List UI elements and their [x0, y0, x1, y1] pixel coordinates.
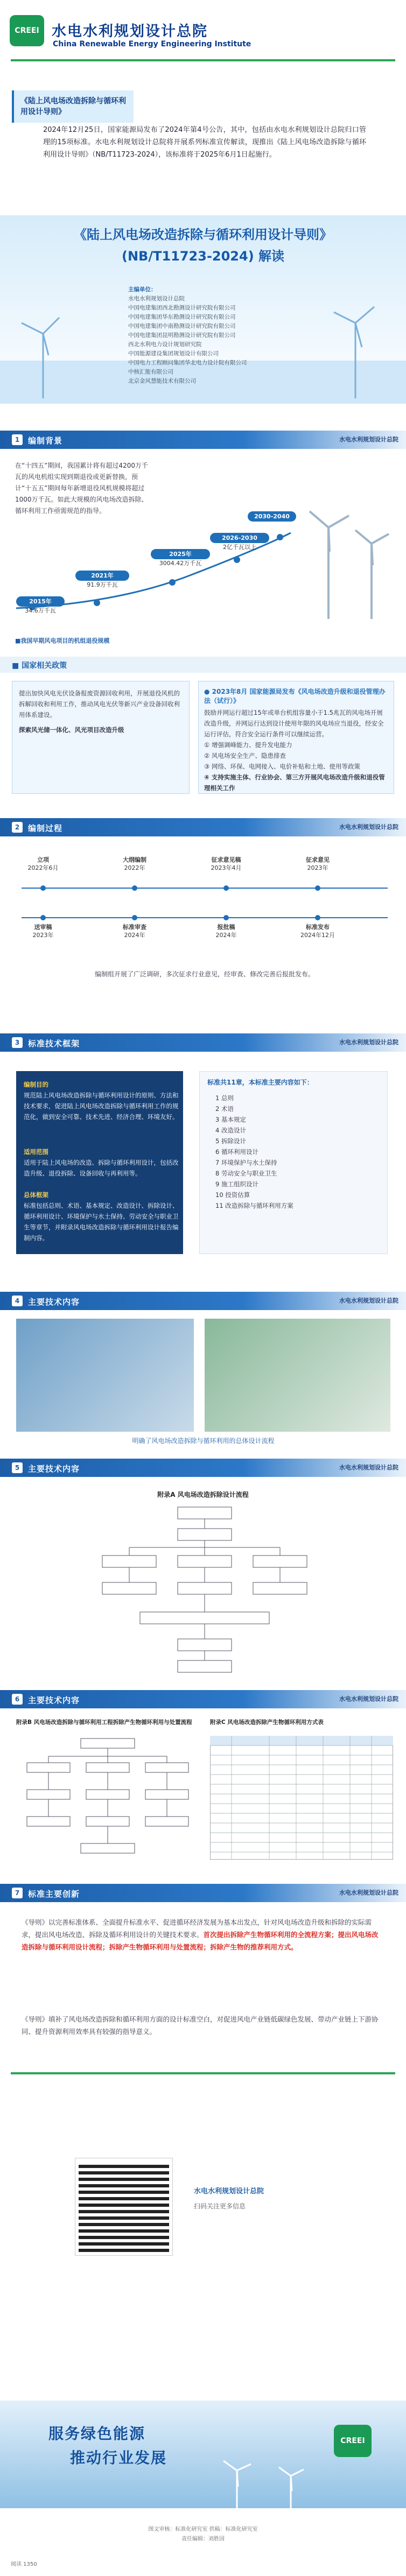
step-date: 2023年4月: [211, 864, 242, 871]
section-logo: 水电水利规划设计总院: [339, 1297, 398, 1304]
purpose-title: 编制目的: [24, 1081, 48, 1088]
policy-left-text: 提出加快风电光伏设备报废资源回收利用，开展退役风机的拆解回收和利用工作，推动风电光伏等新兴产业设备回收利用体系建设。: [19, 689, 180, 719]
timeline-year: 2030-2040: [248, 511, 296, 522]
intro-paragraph: 2024年12月25日，国家能源局发布了2024年第4号公告，其中，包括由水电水利规划设计总院归口管理的15项标准。水电水利规划设计总院将开展系列标准宣传解读，现推出《陆上风电场改造拆除与循环利用设计导则》（NB/T11723-2024），该标准将于2025年6月1日起施行。: [43, 126, 366, 159]
policy-left-box: [12, 681, 190, 794]
section-logo: 水电水利规划设计总院: [339, 1039, 398, 1046]
chapter-item: 1 总则: [215, 1094, 234, 1102]
section-3-number: 3: [12, 1037, 23, 1048]
section-4-number: 4: [12, 1296, 23, 1306]
section-5-title: 主要技术内容: [28, 1464, 80, 1474]
innovation-divider: [11, 2072, 395, 2074]
footer-turbines: [205, 2454, 323, 2508]
slogan-line-1: 服务绿色能源: [48, 2425, 146, 2443]
policy-left-highlight: 探索风光储一体化、风光项目改造升级: [19, 726, 124, 734]
step-name: 标准发布: [306, 924, 330, 931]
chapter-item: 3 基本规定: [215, 1116, 246, 1123]
qr-org-name: 水电水利规划设计总院: [194, 2187, 264, 2195]
appendix-c-title: 附录C 风电场改造拆除产生物循环利用方式表: [210, 1719, 324, 1726]
chapter-item: 9 施工组织设计: [215, 1180, 258, 1188]
read-count: 阅读 1350: [11, 2561, 37, 2567]
chapter-item: 7 环境保护与水土保持: [215, 1159, 277, 1166]
section-6-title: 主要技术内容: [28, 1695, 80, 1705]
appendix-a-title: 附录A 风电场改造拆除设计流程: [157, 1491, 249, 1498]
orgs-label: 主编单位：: [128, 286, 157, 293]
policy-item: ④ 支持实施主体、行业协会、第三方开展风电场改造升级和退役管理相关工作: [204, 773, 385, 792]
section-logo: 水电水利规划设计总院: [339, 1464, 398, 1471]
org-logo: CREEI: [10, 15, 44, 46]
org-item: 中国电建集团中南勘测设计研究院有限公司: [128, 323, 236, 329]
disposal-flowchart: [16, 1736, 199, 1860]
process-description: 编制组开展了广泛调研，多次征求行业意见，经审查、修改完善后报批发布。: [94, 970, 314, 978]
cover-title: 《陆上风电场改造拆除与循环利用设计导则》: [74, 227, 332, 242]
chapter-item: 4 改造设计: [215, 1127, 246, 1134]
background-text: 在“十四五”期间，我国累计将有超过4200万千瓦的风电机组实现到期退役或更新替换，预计“十五五”期间每年新增退役风机规模将超过1000万千瓦。如此大规模的风电场改造拆除、循环利用工作亟需规范的指导。: [15, 462, 148, 515]
step-date: 2024年12月: [300, 932, 335, 939]
policy-item: ① 增强调峰能力、提升发电能力: [204, 741, 292, 749]
policy-title: ■ 国家相关政策: [12, 661, 67, 670]
timeline-year: 2015年: [16, 596, 65, 607]
header-divider: [11, 59, 395, 61]
timeline-value: 3004.42万千瓦: [159, 560, 202, 567]
section-4-title: 主要技术内容: [28, 1297, 80, 1307]
edit-credit: 图文审核：标准化研究室 供稿：标准化研究室: [148, 2526, 258, 2532]
section-7-title: 标准主要创新: [28, 1889, 80, 1899]
process-step: [205, 923, 248, 939]
policy-right-text: 鼓励并网运行超过15年或单台机组容量小于1.5兆瓦的风电场开展改造升级，并网运行达到设计使用年限的风电场应当退役，经安全运行评估，符合安全运行条件可以继续运营。: [204, 709, 384, 738]
editor-credit: 责任编辑：刘胜国: [181, 2536, 225, 2542]
qr-hint: 扫码关注更多信息: [194, 2202, 246, 2210]
org-item: 水电水利规划设计总院: [128, 295, 185, 302]
innovation-paragraph-2: 《导则》填补了风电场改造拆除和循环利用方面的设计标准空白，对促进风电产业链低碳绿色发展、带动产业链上下游协同、提升资源利用效率具有较强的指导意义。: [22, 2015, 379, 2036]
slogan-line-2: 推动行业发展: [70, 2449, 167, 2467]
step-date: 2022年6月: [27, 864, 59, 871]
timeline-2026: [210, 533, 269, 551]
org-item: 中国电建集团华东勘测设计研究院有限公司: [128, 314, 236, 320]
chapter-item: 5 拆除设计: [215, 1137, 246, 1145]
step-name: 征求意见: [306, 856, 330, 863]
step-name: 报批稿: [217, 924, 235, 931]
article-tag-title: 《陆上风电场改造拆除与循环利用设计导则》: [12, 90, 134, 123]
timeline-2025: [151, 549, 210, 567]
wind-farm-photo: [16, 1319, 194, 1432]
process-step: [296, 856, 339, 872]
chapter-list-title: 标准共11章，本标准主要内容如下：: [207, 1079, 313, 1086]
innovation-highlight: 首次提出拆除产生物循环利用的全流程方案；提出风电场改造拆除与循环利用设计流程；拆除产生物循环利用与处置流程；拆除产生物的推荐利用方式。: [22, 1931, 379, 1951]
footer-logo: CREEI: [334, 2425, 372, 2457]
section-logo: 水电水利规划设计总院: [339, 1889, 398, 1896]
section-logo: 水电水利规划设计总院: [339, 824, 398, 830]
section-7-number: 7: [12, 1888, 23, 1898]
org-item: 中核汇能有限公司: [128, 369, 173, 375]
step-name: 送审稿: [34, 924, 52, 931]
step-date: 2023年: [32, 932, 54, 939]
step-name: 征求意见稿: [211, 856, 241, 863]
process-flow-lines: [11, 872, 395, 931]
step-date: 2022年: [124, 864, 145, 871]
design-flowchart: [70, 1504, 339, 1677]
chapter-item: 8 劳动安全与职业卫生: [215, 1170, 277, 1177]
purpose-text: 规范陆上风电场改造拆除与循环利用设计的原则、方法和技术要求，促进陆上风电场改造拆除与循环利用工作的规范化，做到安全可靠、技术先进、经济合理、环境友好。: [24, 1092, 179, 1121]
org-item: 中国能源建设集团规划设计有限公司: [128, 350, 219, 357]
process-step: [22, 856, 65, 872]
wind-turbines-illustration: [302, 484, 398, 624]
timeline-year: 2021年: [75, 571, 129, 581]
qr-code[interactable]: [75, 2158, 172, 2255]
process-step: [296, 923, 339, 939]
timeline-value: 34.6万千瓦: [25, 607, 56, 614]
section-logo: 水电水利规划设计总院: [339, 1695, 398, 1702]
timeline-2021: [75, 571, 129, 589]
section-2-title: 编制过程: [28, 824, 63, 833]
org-item: 中国电力工程顾问集团华北电力设计院有限公司: [128, 360, 247, 366]
timeline-year: 2025年: [151, 549, 210, 559]
policy-right-heading: ● 2023年8月 国家能源局发布《风电场改造升级和退役管理办法（试行）》: [204, 688, 386, 705]
org-item: 西北水利电力设计规划研究院: [128, 341, 202, 348]
step-date: 2023年: [307, 864, 328, 871]
chapter-list: [215, 1093, 377, 1211]
overview-block: [24, 1190, 180, 1243]
timeline-value: 2亿千瓦以上: [223, 544, 256, 551]
scope-title: 适用范围: [24, 1148, 48, 1156]
step-date: 2024年: [124, 932, 145, 939]
timeline-value: 91.9万千瓦: [87, 581, 118, 588]
appendix-b-title: 附录B 风电场改造拆除与循环利用工程拆除产生物循环利用与处置流程: [16, 1719, 192, 1726]
chapter-item: 11 改造拆除与循环利用方案: [215, 1202, 293, 1209]
org-item: 中国电建集团西北勘测设计研究院有限公司: [128, 305, 236, 311]
timeline-year: 2026-2030: [210, 533, 269, 543]
section-3-title: 标准技术框架: [28, 1039, 80, 1048]
innovation-text-1: 《导则》以完善标准体系、全面提升标准水平、促进循环经济发展为基本出发点，针对风电场改造升级和拆除的实际需求，提出风电场改造、拆除及循环利用设计的关键技术要求。: [22, 1918, 372, 1939]
chapter-item: 2 术语: [215, 1105, 234, 1113]
org-name-cn: 水电水利规划设计总院: [52, 23, 208, 40]
innovation-paragraph-1: [22, 1916, 384, 1953]
policy-right-box: [198, 681, 394, 794]
chapter-item: 10 投资估算: [215, 1191, 250, 1199]
recycling-table: [210, 1736, 393, 1860]
policy-item: ② 风电场安全生产、隐患排查: [204, 752, 286, 759]
org-item: 北京金风慧能技术有限公司: [128, 378, 196, 384]
section-2-number: 2: [12, 822, 23, 833]
policy-item: ③ 网络、环保、电网接入、电价补贴和土地、使用等政策: [204, 763, 360, 770]
section-1-title: 编制背景: [28, 436, 63, 446]
section-6-number: 6: [12, 1694, 23, 1705]
timeline-2015: [16, 596, 65, 615]
org-item: 中国电建集团昆明勘测设计研究院有限公司: [128, 332, 236, 339]
overview-title: 总体框架: [24, 1191, 48, 1199]
section-logo: 水电水利规划设计总院: [339, 436, 398, 443]
timeline-note: ■我国早期风电项目的机组退役规模: [15, 637, 110, 644]
process-step: [113, 856, 156, 872]
timeline-2030: [248, 511, 296, 522]
org-name-en: China Renewable Energy Engineering Institute: [53, 40, 251, 48]
step-date: 2024年: [215, 932, 237, 939]
process-step: [113, 923, 156, 939]
chapter-item: 6 循环利用设计: [215, 1148, 258, 1156]
editor-org-list: [128, 285, 300, 386]
process-step: [205, 856, 248, 872]
cover-code: (NB/T11723-2024) 解读: [121, 249, 285, 264]
step-name: 标准审查: [123, 924, 146, 931]
turbine-removal-photo: [205, 1319, 390, 1432]
purpose-block: [24, 1079, 180, 1122]
overview-text: 标准包括总则、术语、基本规定、改造设计、拆除设计、循环利用设计、环境保护与水土保持、劳动安全与职业卫生等章节，并附录风电场改造拆除与循环利用设计报告编制内容。: [24, 1202, 179, 1242]
step-name: 大纲编制: [123, 856, 146, 863]
section-4-caption: 明确了风电场改造拆除与循环利用的总体设计流程: [132, 1437, 275, 1445]
scope-block: [24, 1146, 180, 1179]
process-step: [22, 923, 65, 939]
step-name: 立项: [37, 856, 49, 863]
section-1-number: 1: [12, 434, 23, 445]
section-5-number: 5: [12, 1462, 23, 1473]
scope-text: 适用于陆上风电场的改造、拆除与循环利用设计，包括改造升级、退役拆除、设备回收与再利用等。: [24, 1159, 179, 1177]
